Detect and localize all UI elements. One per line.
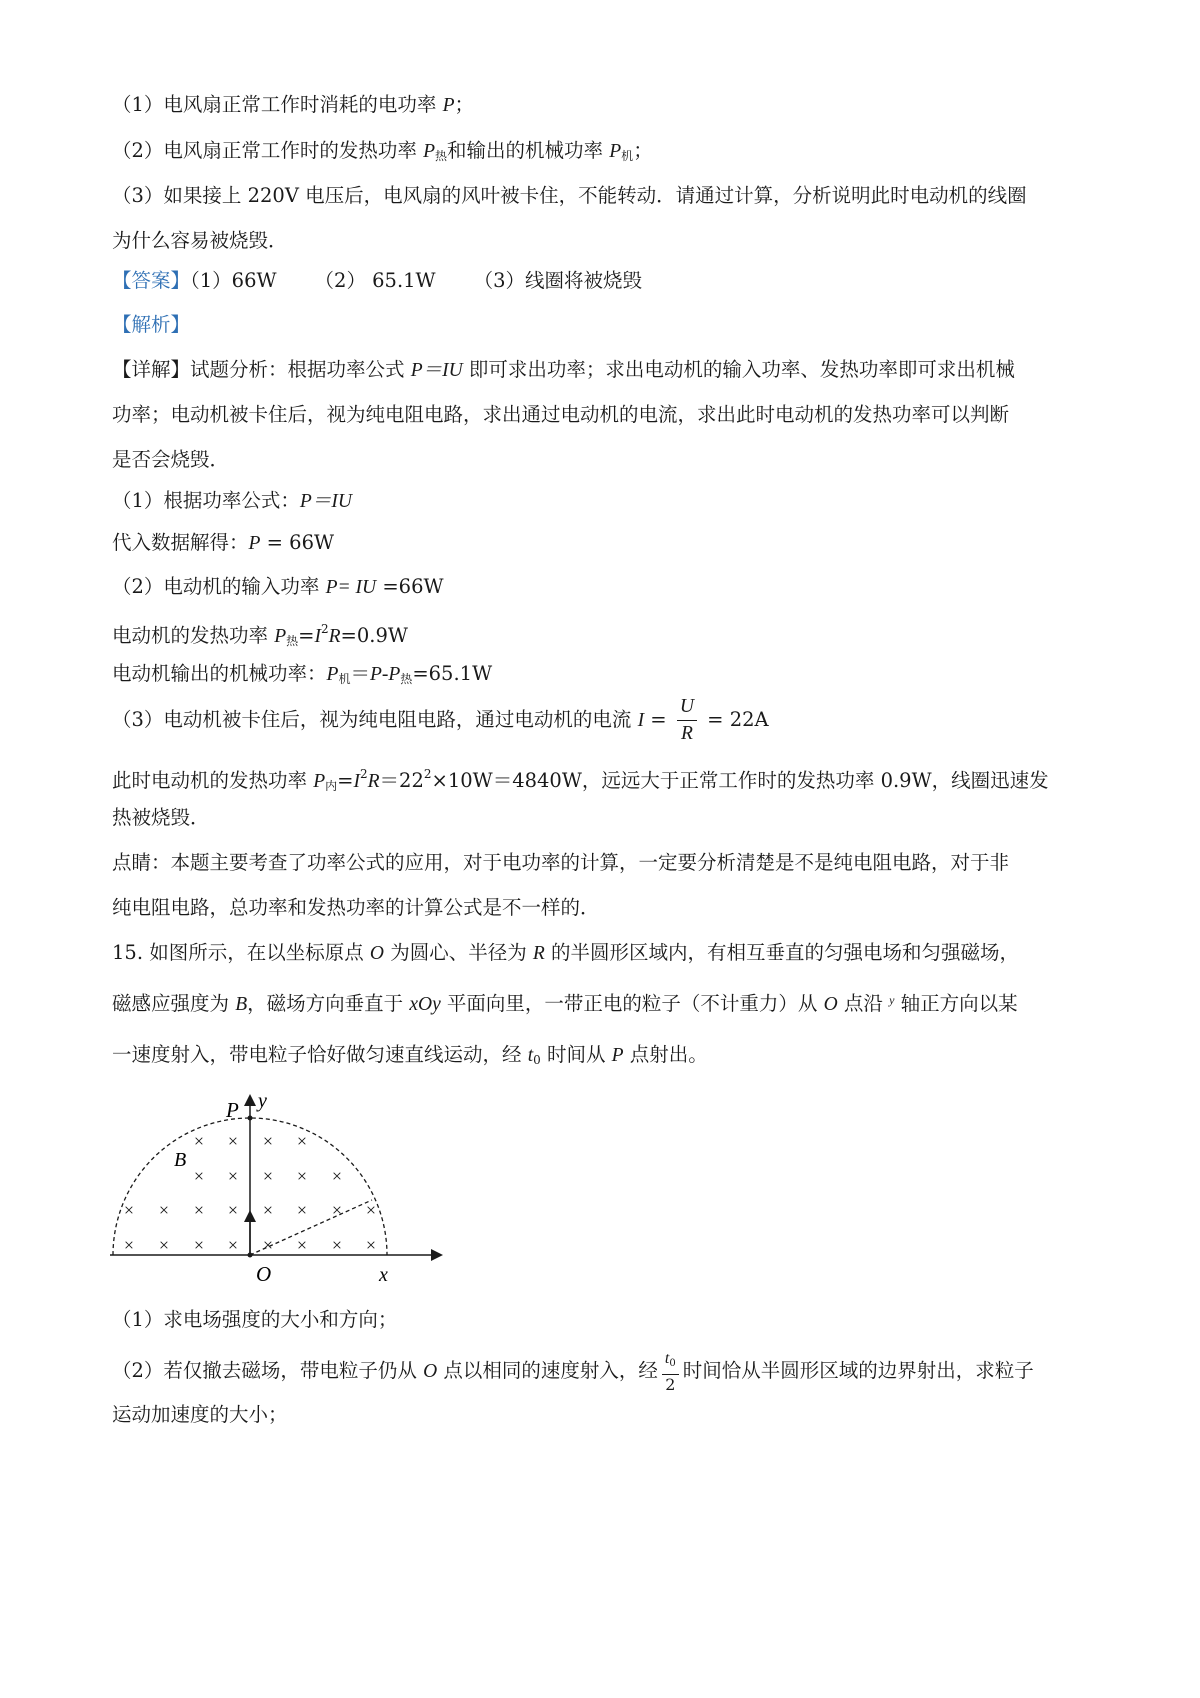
label-y: y bbox=[258, 1090, 267, 1112]
comment-line2: 纯电阻电路，总功率和发热功率的计算公式是不一样的． bbox=[112, 896, 600, 919]
step3-conclusion: 热被烧毁． bbox=[112, 806, 210, 829]
field-cross: × bbox=[296, 1166, 308, 1186]
field-cross: × bbox=[296, 1200, 308, 1220]
step1-result: 代入数据解得：P = 66W bbox=[112, 531, 335, 554]
field-cross: × bbox=[365, 1200, 377, 1220]
answer-tag: 【答案】 bbox=[112, 269, 191, 292]
q14-sub1: （1）电风扇正常工作时消耗的电功率 P； bbox=[112, 93, 475, 116]
field-cross: × bbox=[227, 1166, 239, 1186]
detail-line1: 【详解】试题分析：根据功率公式 P＝IU 即可求出功率；求出电动机的输入功率、发热功率即可求出机械 bbox=[112, 358, 1015, 381]
q15-question1: （1）求电场强度的大小和方向； bbox=[112, 1308, 398, 1331]
field-cross: × bbox=[158, 1235, 170, 1255]
field-cross: × bbox=[262, 1166, 274, 1186]
field-cross: × bbox=[227, 1131, 239, 1151]
field-cross: × bbox=[193, 1131, 205, 1151]
field-cross: × bbox=[331, 1166, 343, 1186]
answer-1: （1）66W bbox=[190, 269, 277, 292]
semicircle-field-diagram bbox=[100, 1085, 450, 1295]
origin-point bbox=[248, 1253, 253, 1258]
label-o: O bbox=[256, 1262, 272, 1286]
field-cross: × bbox=[331, 1235, 343, 1255]
field-cross: × bbox=[296, 1235, 308, 1255]
field-cross: × bbox=[365, 1235, 377, 1255]
q15-line2: 磁感应强度为 B，磁场方向垂直于 xOy 平面向里，一带正电的粒子（不计重力）从 O 点沿 $^y$ 轴正方向以某 bbox=[112, 992, 1018, 1015]
step1-formula: （1）根据功率公式：P＝IU bbox=[112, 489, 352, 512]
label-b: B bbox=[174, 1149, 187, 1171]
q15-line1: 15. 如图所示，在以坐标原点 O 为圆心、半径为 R 的半圆形区域内，有相互垂直的匀强电场和匀强磁场， bbox=[112, 941, 1020, 964]
field-cross: × bbox=[193, 1166, 205, 1186]
half-time-fraction: $\frac{t_0}{2}$ bbox=[662, 1348, 679, 1395]
step2-input-power: （2）电动机的输入功率 P= IU =66W bbox=[112, 575, 444, 598]
point-p bbox=[248, 1116, 253, 1121]
step2-mech-power: 电动机输出的机械功率：$P_机=P-P_热=65.1W$ bbox=[112, 662, 493, 686]
q14-sub2: （2）电风扇正常工作时的发热功率 $P_热$和输出的机械功率 $P_机$； bbox=[112, 139, 653, 163]
label-p: P bbox=[226, 1098, 239, 1122]
field-cross: × bbox=[296, 1131, 308, 1151]
field-cross: × bbox=[262, 1200, 274, 1220]
answer-2: （2） 65.1W bbox=[314, 269, 436, 292]
field-cross: × bbox=[158, 1200, 170, 1220]
answer-line bbox=[112, 267, 642, 295]
field-cross: × bbox=[227, 1200, 239, 1220]
current-fraction: $\frac{U}{R}$ bbox=[677, 694, 697, 747]
field-cross: × bbox=[262, 1235, 274, 1255]
label-x: x bbox=[379, 1264, 388, 1286]
field-cross: × bbox=[262, 1131, 274, 1151]
detail-line2: 功率；电动机被卡住后，视为纯电阻电路，求出通过电动机的电流，求出此时电动机的发热功率可以判断 bbox=[112, 403, 1010, 426]
q15-line3: 一速度射入，带电粒子恰好做匀速直线运动，经 $t_0$ 时间从 P 点射出。 bbox=[112, 1043, 708, 1067]
q15-question2-line1: （2）若仅撤去磁场，带电粒子仍从 O 点以相同的速度射入，经 $\frac{t_0}{2}$ 时间恰从半圆形区域的边界射出，求粒子 bbox=[112, 1350, 1034, 1394]
field-cross: × bbox=[123, 1235, 135, 1255]
q14-sub3-line1: （3）如果接上 220V 电压后，电风扇的风叶被卡住，不能转动．请通过计算，分析说明此时电动机的线圈 bbox=[112, 184, 1027, 207]
analysis-tag: 【解析】 bbox=[112, 313, 191, 336]
field-cross: × bbox=[193, 1235, 205, 1255]
detail-line3: 是否会烧毁． bbox=[112, 448, 230, 471]
step3-current: （3）电动机被卡住后，视为纯电阻电路，通过电动机的电流 I = $\frac{U}{R}$ = 22A bbox=[112, 692, 769, 749]
q15-question2-line2: 运动加速度的大小； bbox=[112, 1403, 288, 1426]
field-cross: × bbox=[227, 1235, 239, 1255]
field-cross: × bbox=[123, 1200, 135, 1220]
field-cross: × bbox=[331, 1200, 343, 1220]
answer-3: （3）线圈将被烧毁 bbox=[473, 269, 643, 292]
q14-sub3-line2: 为什么容易被烧毁． bbox=[112, 229, 288, 252]
field-cross: × bbox=[193, 1200, 205, 1220]
step2-heat-power: 电动机的发热功率 $P_热=I^2R=0.9W$ bbox=[112, 622, 408, 648]
step3-heat-power: 此时电动机的发热功率 $P_内=I^2R=22^2\times 10W=4840W$，远远大于正常工作时的发热功率 0.9W，线圈迅速发 bbox=[112, 767, 1049, 793]
comment-line1: 点睛：本题主要考查了功率公式的应用，对于电功率的计算，一定要分析清楚是不是纯电阻电路，对于非 bbox=[112, 851, 1010, 874]
